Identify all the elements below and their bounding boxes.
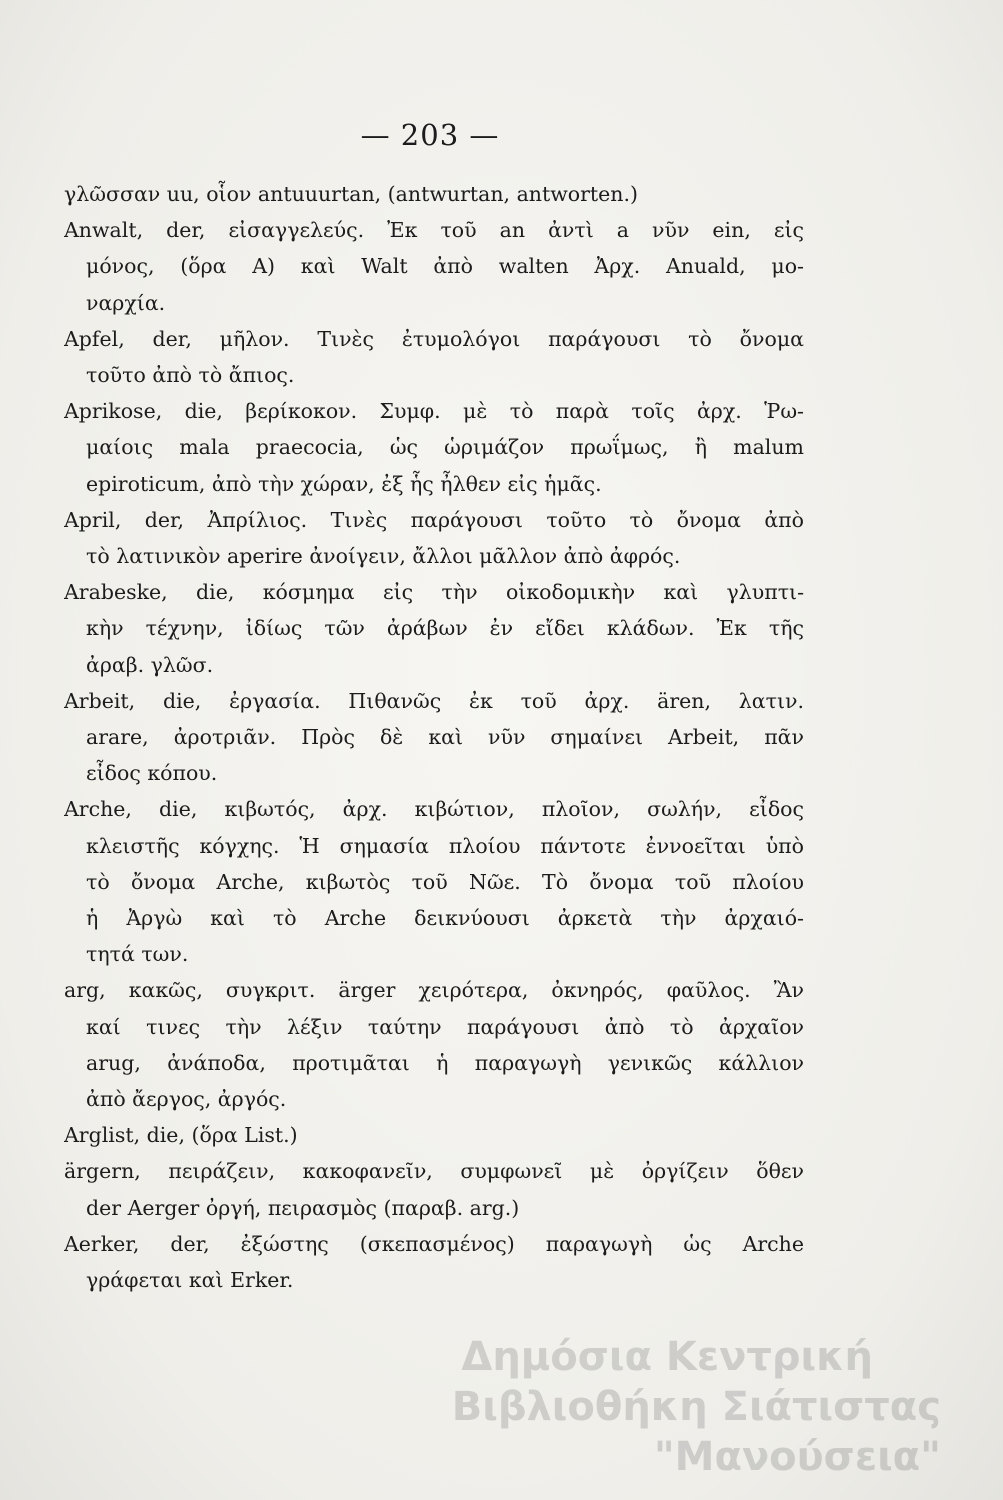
entry-line: ἀπὸ ἄεργος, ἀργός.	[86, 1087, 287, 1112]
entry-line: γλῶσσαν uu, οἷον antuuurtan, (antwurtan, antworten.)	[64, 182, 639, 206]
entry-line: arug, ἀνάποδα, προτιμᾶται ἡ παραγωγὴ γενικῶς κάλλιον	[86, 1050, 804, 1075]
entry-line: Arche, die, κιβωτός, ἀρχ. κιβώτιον, πλοῖον, σωλήν, εἶδος	[64, 797, 804, 822]
watermark-line: Βιβλιοθήκη Σιάτιστας "Μανούσεια"	[451, 1384, 941, 1480]
entry-line: Anwalt, der, εἰσαγγελεύς. Ἐκ τοῦ an ἀντὶ a νῦν ein, εἰς	[64, 218, 804, 243]
entry-april	[64, 502, 804, 574]
entry-line: arare, ἀροτριᾶν. Πρὸς δὲ καὶ νῦν σημαίνει Arbeit, πᾶν	[86, 725, 804, 750]
entry-line: Aerker, der, ἐξώστης (σκεπασμένος) παραγωγὴ ὡς Arche	[64, 1231, 804, 1256]
entry-line: κὴν τέχνην, ἰδίως τῶν ἀράβων ἐν εἴδει κλάδων. Ἐκ τῆς	[86, 616, 804, 641]
entry-arglist	[64, 1117, 804, 1153]
entry-line: ναρχία.	[86, 290, 166, 315]
entry-arabeske	[64, 574, 804, 683]
entry-line: ärgern, πειράζειν, κακοφανεῖν, συμφωνεῖ μὲ ὀργίζειν ὅθεν	[64, 1159, 804, 1184]
entry-line: Apfel, der, μῆλον. Τινὲς ἐτυμολόγοι παράγουσι τὸ ὄνομα	[64, 326, 804, 351]
entry-line: εἶδος κόπου.	[86, 761, 218, 786]
entry-line: Arglist, die, (ὅρα List.)	[64, 1123, 298, 1148]
entry-line: Aprikose, die, βερίκοκον. Συμφ. μὲ τὸ παρὰ τοῖς ἀρχ. Ῥω-	[64, 399, 804, 424]
entry-line: τητά των.	[86, 942, 189, 967]
entry-line: arg, κακῶς, συγκριτ. ärger χειρότερα, ὀκνηρός, φαῦλος. Ἂν	[64, 978, 804, 1003]
entry-anwalt	[64, 212, 804, 321]
entry-line: τοῦτο ἀπὸ τὸ ἄπιος.	[86, 363, 295, 388]
entry-line: ἀραβ. γλῶσ.	[86, 652, 214, 677]
entry-line: April, der, Ἀπρίλιος. Τινὲς παράγουσι τοῦτο τὸ ὄνομα ἀπὸ	[64, 507, 804, 532]
entry-line: μαίοις mala praecocia, ὡς ὡριμάζον πρωΐμως, ἢ malum	[86, 435, 804, 460]
entry-arche	[64, 791, 804, 972]
entry-arbeit	[64, 683, 804, 792]
entry-aerker	[64, 1226, 804, 1298]
entry-line: κλειστῆς κόγχης. Ἡ σημασία πλοίου πάντοτε ἐννοεῖται ὑπὸ	[86, 833, 804, 858]
library-watermark	[181, 1332, 941, 1482]
entry-line: τὸ ὄνομα Arche, κιβωτὸς τοῦ Νῶε. Τὸ ὄνομα τοῦ πλοίου	[86, 869, 804, 894]
entry-line: der Aerger ὀργή, πειρασμὸς (παραβ. arg.)	[86, 1195, 520, 1220]
entry-line: καί τινες τὴν λέξιν ταύτην παράγουσι ἀπὸ τὸ ἀρχαῖον	[86, 1014, 804, 1039]
entry-apfel	[64, 321, 804, 393]
entry-arg	[64, 972, 804, 1117]
entry-line: ἡ Ἀργὼ καὶ τὸ Arche δεικνύουσι ἀρκετὰ τὴν ἀρχαιό-	[86, 906, 804, 931]
entry-line: Arbeit, die, ἐργασία. Πιθανῶς ἐκ τοῦ ἀρχ. ären, λατιν.	[64, 688, 804, 713]
dictionary-text	[64, 176, 804, 1298]
entry-line: μόνος, (ὅρα A) καὶ Walt ἀπὸ walten Ἀρχ. Anuald, μο-	[86, 254, 804, 279]
entry-aergern	[64, 1153, 804, 1225]
entry-line: γράφεται καὶ Erker.	[86, 1268, 294, 1293]
entry-line: epiroticum, ἀπὸ τὴν χώραν, ἐξ ἧς ἦλθεν εἰς ἡμᾶς.	[86, 471, 602, 496]
entry-aprikose	[64, 393, 804, 502]
entry-line: Arabeske, die, κόσμημα εἰς τὴν οἰκοδομικὴν καὶ γλυπτι-	[64, 580, 804, 605]
entry-line: τὸ λατινικὸν aperire ἀνοίγειν, ἄλλοι μᾶλλον ἀπὸ ἀφρός.	[86, 544, 681, 569]
watermark-line: Δημόσια Κεντρική	[461, 1334, 873, 1380]
entry-antuuurtan	[64, 176, 804, 212]
page-number: — 203 —	[360, 118, 500, 152]
